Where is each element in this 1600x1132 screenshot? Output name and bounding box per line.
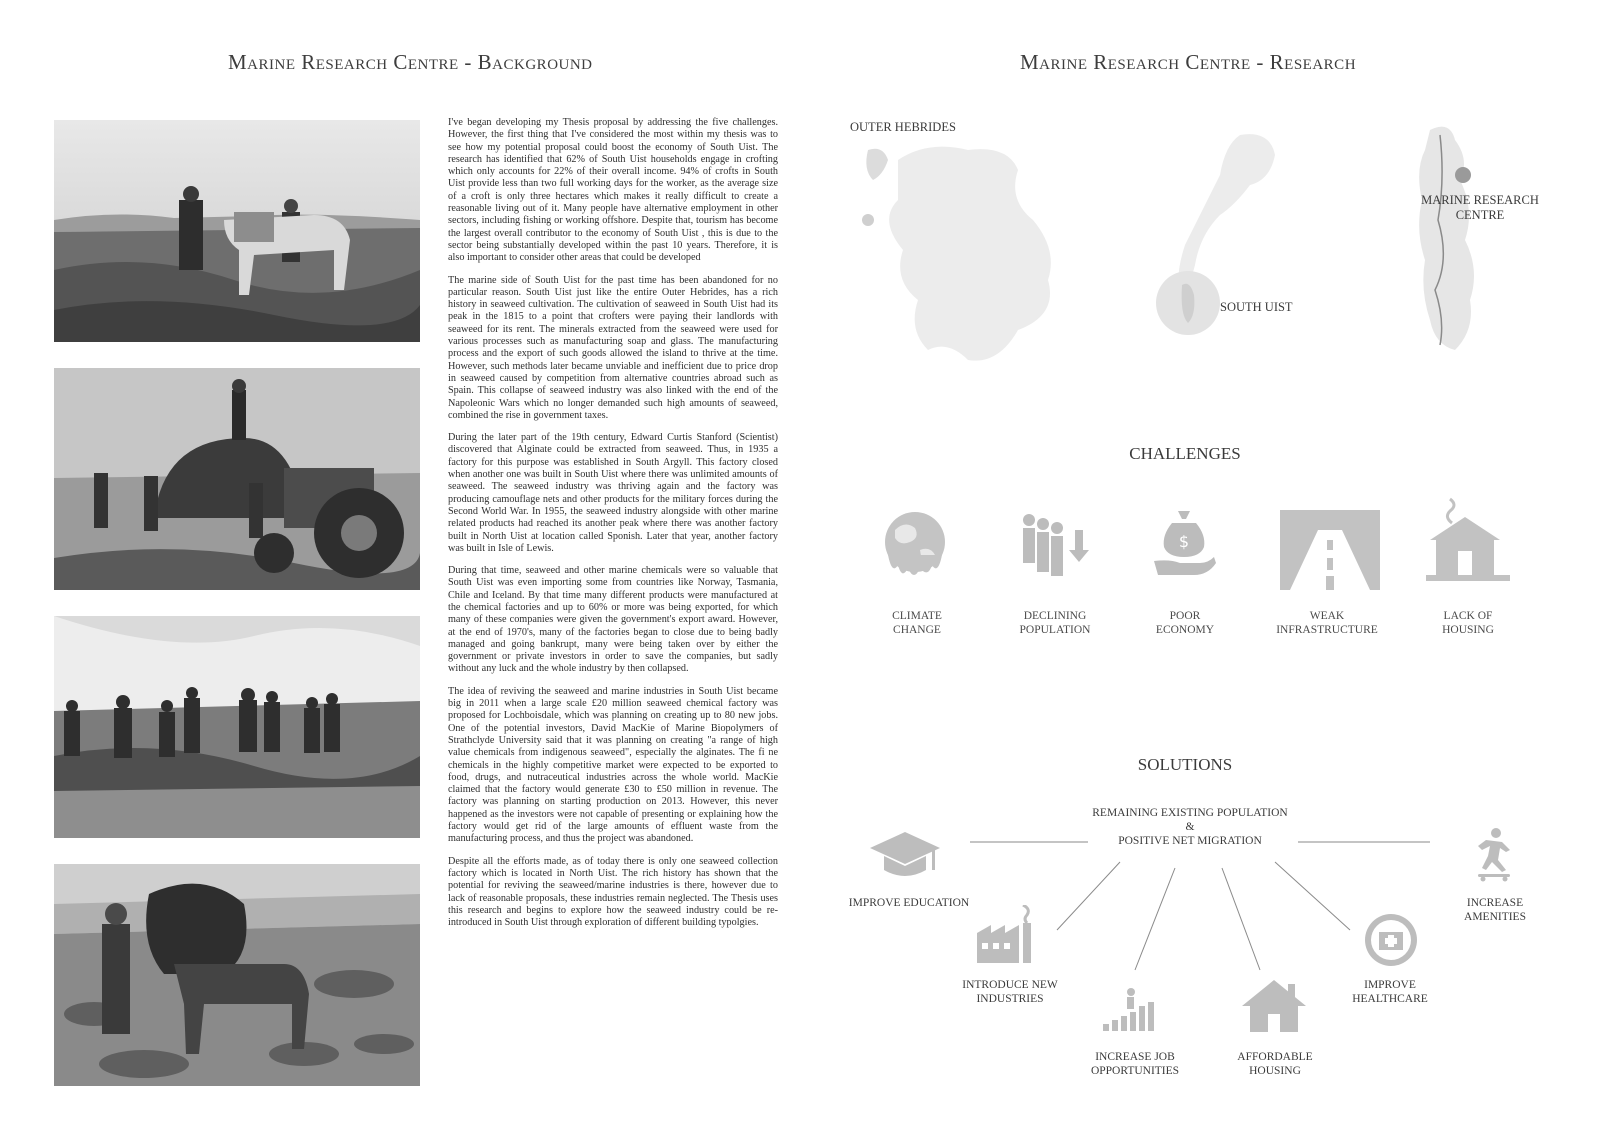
map-label-south-uist: SOUTH UIST — [1220, 300, 1293, 314]
solution-label-housing — [1215, 1050, 1335, 1078]
essay-paragraph: During that time, seaweed and other marine chemicals were so valuable that South Uist was even importing some from countries like Norway, Tasmania, Chile and Iceland. By that time many different products were manufactured at the chemical factories and up to 60% or more was being exported, for which many of these companies were given the government's export award. However, at the end of 1970's, many of the factories began to close due to being badly managed and going bankrupt, many were being taken over by either the government or private investors in order to save the companies, but sadly without any luck and the whole industry by then collapsed. — [448, 565, 778, 675]
solution-label-education: IMPROVE EDUCATION — [848, 897, 970, 909]
map-label-mrc-text: MARINE RESEARCH CENTRE — [1421, 193, 1539, 222]
home-icon — [1242, 978, 1306, 1033]
solution-label-line: INDUSTRIES — [976, 993, 1044, 1005]
medical-cross-icon — [1363, 912, 1419, 968]
graduation-cap-icon — [870, 830, 940, 880]
essay-paragraph: The marine side of South Uist for the past time has been abandoned for no particular reason. South Uist just like the entire Outer Hebrides, has a rich history in seaweed cultivation. The cultivation of seaweed in South Uist had its peak in the 1815 to a point that crofters were paying their landlords with seaweed for its rent. The minerals extracted from the seaweed were used for various processes such as manufacturing soap and glass. The manufacturing process and the export of such goods allowed the island to thrive at the time. However, such methods later became unviable and inefficient due to price drop in seaweed caused by competition from alternative countries abroad such as Spain. This collapse of seaweed industry was also linked with the end of the Napoleonic Wars which no longer demanded such high amounts of seaweed, combined the rise in government taxes. — [448, 274, 778, 421]
right-page-title: Marine Research Centre - Research — [1020, 50, 1357, 74]
solution-label-industries — [950, 978, 1070, 1006]
solution-label-jobs — [1075, 1050, 1195, 1078]
solution-label-line: INTRODUCE NEW — [962, 979, 1058, 991]
solution-label-line: HEALTHCARE — [1352, 993, 1428, 1005]
challenge-label-line: HOUSING — [1442, 623, 1494, 636]
svg-text:$: $ — [1178, 532, 1190, 551]
solutions-center-line: & — [1185, 821, 1195, 833]
solution-label-healthcare — [1325, 978, 1455, 1006]
essay-paragraph: I've began developing my Thesis proposal by addressing the five challenges. However, the first thing that I've considered the most within my thesis was to see how my potential proposal could boost the economy of South Uist. The research has identified that 62% of South Uist households engage in crofting which only accounts for 22% of their overall income. 94% of crofts in South Uist provide less than two full working days for the worker, as the average size of a croft is only three hectares which makes it really difficult to create a reasonable living out of it. Many people have alternative employment in other sectors, including fishing or working offshore. Despite that, tourism has become the largest overall contributor to the economy of South Uist , this is due to the sector being substantially developed within the past 10 years. Therefore, it is also important to consider other areas that could be developed — [448, 117, 778, 264]
solution-label-line: AMENITIES — [1464, 911, 1526, 923]
factory-icon — [977, 905, 1042, 965]
solution-label-line: INCREASE — [1466, 897, 1524, 909]
solutions-title: SOLUTIONS — [1137, 755, 1233, 774]
essay-paragraph: The idea of reviving the seaweed and marine industries in South Uist became big in 2011 when a large scale £20 million seaweed chemical factory was proposed for Lochboisdale, which was planning on creating up to 80 new jobs. One of the potential investors, David MacKie of Marine Biopolymers of Strathclyde University said that it was planning on creating "a range of high value chemicals from indigenous seaweed", especially the alginates. The fi ne chemicals in the highly competitive market were expected to be exported to food, drugs, and nutraceutical industries across the whole world. MacKie claimed that the factory would generate £30 to £50 million in revenue. The factory was planning on starting production on 2013. However, this never happened as the investors were not capable of presenting or explaining how the factory would get rid of the large amounts of effluent waste from the manufacturing process, and thus the project was abandoned. — [448, 685, 778, 845]
solution-label-line: OPPORTUNITIES — [1090, 1065, 1180, 1077]
map-label-outer-hebrides: OUTER HEBRIDES — [850, 120, 956, 134]
solution-label-line: HOUSING — [1249, 1065, 1301, 1077]
job-growth-icon — [1103, 988, 1163, 1033]
solution-label-line: INCREASE JOB — [1095, 1051, 1175, 1063]
essay-paragraph: Despite all the efforts made, as of today there is only one seaweed collection factory which is located in North Uist. The rich history has shown that the potential for reviving the seaweed/marine industries is there, however due to lack of reasonable proposals, these industries remain neglected. The Thesis uses this research and begins to explore how the seaweed industry could be re-introduced in South Uist through exploration of different building typolgies. — [448, 855, 778, 929]
challenge-label-line: ECONOMY — [1155, 623, 1215, 636]
challenge-label-line: LACK OF — [1443, 610, 1493, 622]
challenge-label-line: DECLINING — [1023, 610, 1087, 622]
challenge-label-line: WEAK — [1309, 610, 1345, 622]
solution-label-line: IMPROVE — [1364, 979, 1416, 991]
challenges-title: CHALLENGES — [1129, 444, 1241, 463]
challenge-label-line: POPULATION — [1019, 623, 1091, 636]
challenge-label-line: CLIMATE — [892, 610, 942, 622]
essay-paragraph: During the later part of the 19th century, Edward Curtis Stanford (Scientist) discovered that Alginate could be extracted from seaweed. Thus, in 1935 a factory for this purpose was established in South Argyll. This factory closed when another one was built in South Uist where there was unlimited amounts of seaweed. The seaweed industry was thriving again and the factory was producing camouflage nets and other products for the military forces during the Second World War. In 1955, the seaweed industry alongside with other marine related products had reached its another peak where there was another factory built in North Uist at location called Sponish. Later that year, another factory was built in Isle of Lewis. — [448, 432, 778, 554]
left-page-title: Marine Research Centre - Background — [228, 50, 593, 74]
challenge-label-line: INFRASTRUCTURE — [1276, 623, 1378, 636]
challenge-label-line: POOR — [1169, 610, 1201, 622]
solution-label-amenities — [1440, 896, 1550, 924]
solution-label-line: AFFORDABLE — [1237, 1051, 1313, 1063]
challenge-label-line: CHANGE — [893, 623, 941, 636]
skateboarder-icon — [1470, 828, 1516, 882]
solutions-center-line: REMAINING EXISTING POPULATION — [1092, 807, 1288, 819]
solutions-center-line: POSITIVE NET MIGRATION — [1118, 835, 1262, 847]
